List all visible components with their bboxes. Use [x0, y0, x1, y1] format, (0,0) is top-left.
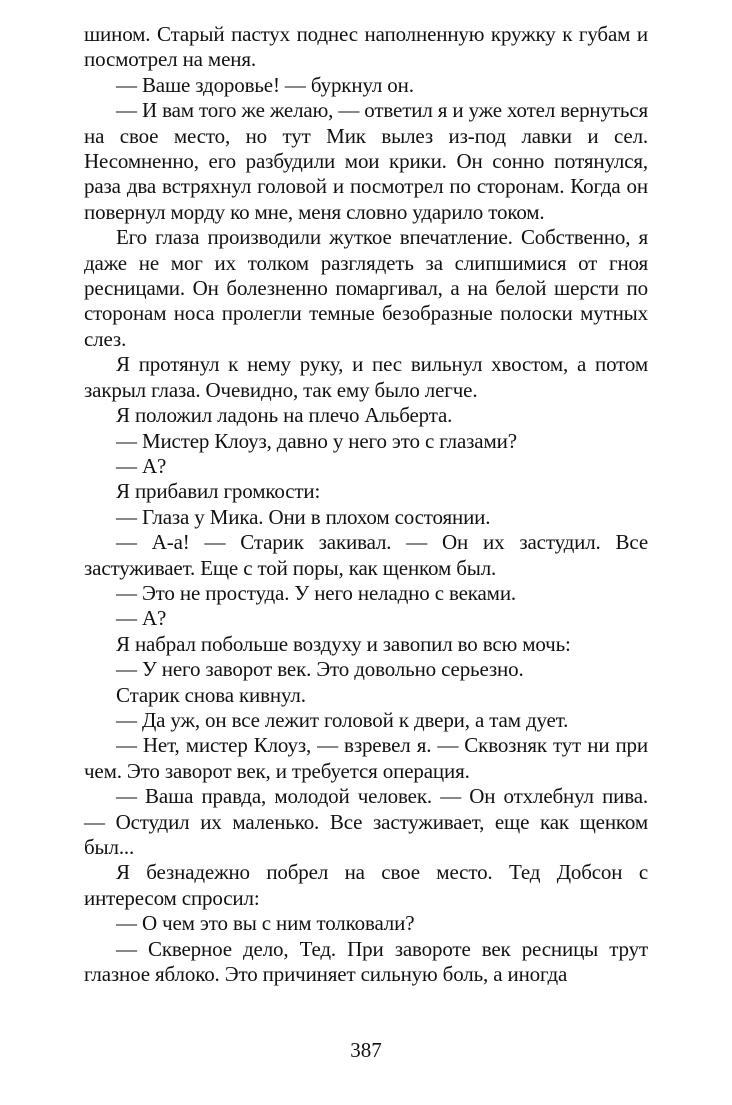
paragraph: — У него заворот век. Это довольно серьезно.: [116, 657, 524, 682]
paragraph: — Глаза у Мика. Они в плохом состоянии.: [116, 504, 491, 529]
paragraph: — А-а! — Старик закивал. — Он их застудил. Все застуживает. Еще с той поры, как щенком был.: [84, 530, 648, 580]
paragraph: — А?: [116, 606, 167, 631]
paragraph: — Мистер Клоуз, давно у него это с глазами?: [116, 428, 517, 453]
paragraph: — Это не простуда. У него неладно с веками.: [116, 580, 517, 605]
page-text: [84, 22, 648, 987]
paragraph: Старик снова кивнул.: [116, 682, 306, 707]
paragraph: — Да уж, он все лежит головой к двери, а там дует.: [116, 707, 569, 732]
paragraph: — Скверное дело, Тед. При завороте век ресницы трут глазное яблоко. Это причиняет сильную боль, а иногда: [84, 936, 648, 987]
paragraph: — Ваша правда, молодой человек. — Он отхлебнул пива. — Остудил их маленько. Все застуживает, еще как щенком был...: [84, 784, 648, 859]
paragraph: Я безнадежно побрел на свое место. Тед Добсон с интересом спросил:: [84, 860, 648, 910]
book-page: [84, 22, 648, 987]
paragraph: — Ваше здоровье! — буркнул он.: [116, 72, 414, 97]
page-number: 387: [350, 1038, 382, 1062]
paragraph: — И вам того же желаю, — ответил я и уже хотел вернуться на свое место, но тут Мик вылез из-под лавки и сел. Несомненно, его разбудили мои крики. Он сонно потянулся, раза два встряхнул головой и посмотрел по сторонам. Когда он повернул морду ко мне, меня словно ударило током.: [84, 98, 648, 224]
paragraph: — Нет, мистер Клоуз, — взревел я. — Сквозняк тут ни при чем. Это заворот век, и требуется операция.: [84, 733, 648, 783]
paragraph: Я прибавил громкости:: [116, 479, 321, 504]
paragraph: — А?: [116, 453, 167, 478]
paragraph: Я набрал побольше воздуху и завопил во всю мочь:: [116, 631, 571, 656]
paragraph: — О чем это вы с ним толковали?: [116, 911, 415, 936]
paragraph: Я положил ладонь на плечо Альберта.: [116, 403, 453, 428]
paragraph: Я протянул к нему руку, и пес вильнул хвостом, а потом закрыл глаза. Очевидно, так ему было легче.: [84, 352, 648, 402]
paragraph: Его глаза производили жуткое впечатление. Собственно, я даже не мог их толком разглядеть за слипшимися от гноя ресницами. Он болезненно помаргивал, а на белой шерсти по сторонам носа пролегли темные безобразные полоски мутных слез.: [84, 225, 648, 351]
paragraph: шином. Старый пастух поднес наполненную кружку к губам и посмотрел на меня.: [84, 22, 648, 72]
